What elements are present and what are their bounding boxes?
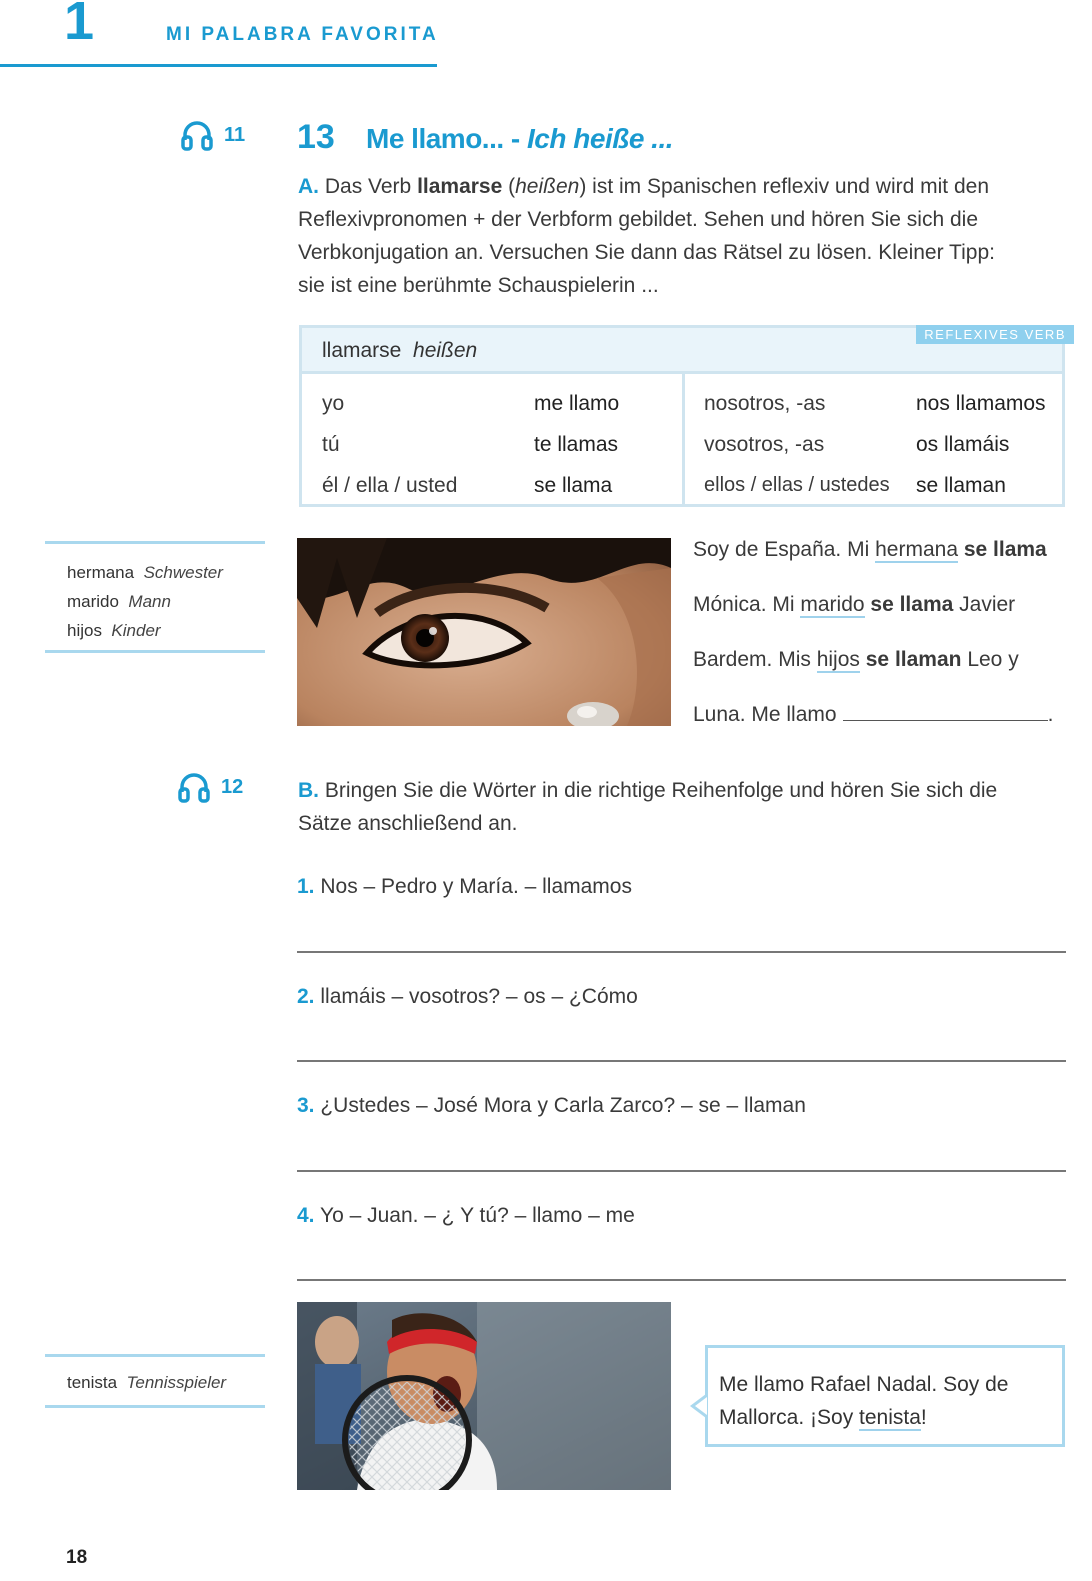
vocab-item	[67, 587, 265, 616]
conjugation-table	[299, 325, 1065, 507]
answer-line[interactable]	[297, 1170, 1066, 1172]
vocab-de: Mann	[128, 592, 171, 611]
vocab-box	[45, 541, 265, 653]
exercise-title-es: Me llamo... -	[366, 123, 520, 154]
pronoun-plural-cell: ellos / ellas / ustedes	[704, 474, 890, 496]
vocab-es: tenista	[67, 1373, 118, 1392]
item-number: 1.	[297, 875, 315, 898]
verb-translation: heißen	[515, 175, 580, 198]
pronoun-plural-cell: nosotros, -as	[704, 392, 826, 415]
item-number: 2.	[297, 985, 315, 1008]
speech-bubble	[705, 1345, 1065, 1447]
underlined-word: hermana	[875, 538, 958, 561]
exercise-title	[366, 123, 673, 155]
verb-form: se llama	[963, 538, 1047, 561]
form-plural-cell: se llaman	[916, 474, 1006, 497]
vocab-es: hijos	[67, 621, 102, 640]
audio-track-11[interactable]	[180, 118, 245, 152]
pronoun-cell: tú	[322, 433, 340, 456]
underlined-word: hijos	[816, 648, 860, 671]
text: Leo y	[961, 648, 1019, 671]
text: Mónica. Mi	[693, 593, 801, 616]
answer-line[interactable]	[297, 951, 1066, 953]
vocab-es: hermana	[67, 563, 135, 582]
riddle-line-1	[693, 538, 1047, 562]
reflexive-verb-tag: REFLEXIVES VERB	[916, 325, 1074, 344]
text: Bringen Sie die Wörter in die richtige Reihenfolge und hören Sie sich die	[324, 779, 998, 802]
vocab-de: Kinder	[111, 621, 161, 640]
text: Javier	[953, 593, 1016, 616]
pronoun-plural-cell: vosotros, -as	[704, 433, 825, 456]
page-number: 18	[66, 1547, 88, 1568]
text: !	[920, 1406, 927, 1429]
vocab-item	[67, 1368, 265, 1397]
part-b-line-2: Sätze anschließend an.	[298, 812, 518, 835]
vocab-item	[67, 616, 265, 645]
item-text: ¿Ustedes – José Mora y Carla Zarco? – se – llaman	[320, 1094, 806, 1117]
audio-track-number: 11	[224, 123, 246, 146]
answer-line[interactable]	[297, 1060, 1066, 1062]
bubble-line-2	[719, 1401, 1052, 1434]
part-a-line-3: Verbkonjugation an. Versuchen Sie dann das Rätsel zu lösen. Kleiner Tipp:	[298, 241, 995, 264]
riddle-line-2	[693, 593, 1015, 617]
item-text: Yo – Juan. – ¿ Y tú? – llamo – me	[319, 1204, 635, 1227]
form-cell: se llama	[534, 474, 613, 497]
conjugation-title	[322, 339, 477, 363]
exercise-title-de: Ich heiße ...	[527, 123, 674, 154]
verb-form: se llama	[870, 593, 954, 616]
vocab-de: Schwester	[143, 563, 223, 582]
vocab-item	[67, 558, 265, 587]
text: Soy de España. Mi	[693, 538, 876, 561]
vocab-es: marido	[67, 592, 119, 611]
part-a-line-1	[298, 170, 1068, 203]
text: .	[1047, 703, 1054, 726]
part-a-line-4: sie ist eine berühmte Schauspielerin ...	[298, 274, 659, 297]
form-plural-cell: os llamáis	[916, 433, 1010, 456]
header-rule	[0, 64, 437, 67]
vocab-box	[45, 1354, 265, 1408]
text: ) ist im Spanischen reflexiv und wird mit den	[579, 175, 990, 198]
part-a-letter: A.	[298, 175, 319, 198]
riddle-line-4	[693, 703, 1053, 727]
exercise-item	[297, 1204, 635, 1228]
actress-eye-photo	[297, 538, 671, 726]
chapter-title: MI PALABRA FAVORITA	[166, 24, 439, 45]
form-plural-cell: nos llamamos	[916, 392, 1046, 415]
part-a-instructions	[298, 170, 1068, 302]
item-number: 4.	[297, 1204, 315, 1227]
riddle-line-3	[693, 648, 1019, 672]
vocab-de: Tennisspieler	[126, 1373, 227, 1392]
verb-keyword: llamarse	[417, 175, 503, 198]
text: Mallorca. ¡Soy	[719, 1406, 860, 1429]
pronoun-cell: él / ella / usted	[322, 474, 458, 497]
part-b-instructions	[298, 774, 1068, 840]
exercise-item	[297, 1094, 806, 1118]
text: (	[502, 175, 516, 198]
pronoun-cell: yo	[322, 392, 345, 415]
tennis-player-photo	[297, 1302, 671, 1490]
headphones-icon	[177, 770, 211, 804]
infinitive-translation: heißen	[413, 339, 478, 362]
text: Luna. Me llamo	[693, 703, 837, 726]
part-a-line-2: Reflexivpronomen + der Verbform gebildet. Sehen und hören Sie sich die	[298, 208, 978, 231]
item-text: Nos – Pedro y María. – llamamos	[320, 875, 632, 898]
chapter-number: 1	[64, 0, 95, 51]
exercise-item	[297, 875, 632, 899]
item-text: llamáis – vosotros? – os – ¿Cómo	[320, 985, 638, 1008]
answer-line[interactable]	[297, 1279, 1066, 1281]
underlined-word: tenista	[859, 1406, 921, 1429]
form-cell: me llamo	[534, 392, 620, 415]
headphones-icon	[180, 118, 214, 152]
text: Bardem. Mis	[693, 648, 817, 671]
underlined-word: marido	[800, 593, 865, 616]
item-number: 3.	[297, 1094, 315, 1117]
exercise-item	[297, 985, 638, 1009]
verb-form: se llaman	[865, 648, 962, 671]
part-b-letter: B.	[298, 779, 319, 802]
text: Das Verb	[324, 175, 418, 198]
infinitive: llamarse	[322, 339, 402, 362]
form-cell: te llamas	[534, 433, 619, 456]
conjugation-divider	[682, 374, 685, 504]
exercise-number: 13	[297, 118, 335, 156]
audio-track-number: 12	[221, 775, 244, 798]
speech-bubble-tail-inner	[695, 1397, 707, 1415]
audio-track-12[interactable]	[177, 770, 243, 804]
part-b-line-1	[298, 774, 1068, 807]
answer-blank[interactable]	[843, 720, 1048, 721]
bubble-line-1: Me llamo Rafael Nadal. Soy de	[719, 1373, 1009, 1396]
